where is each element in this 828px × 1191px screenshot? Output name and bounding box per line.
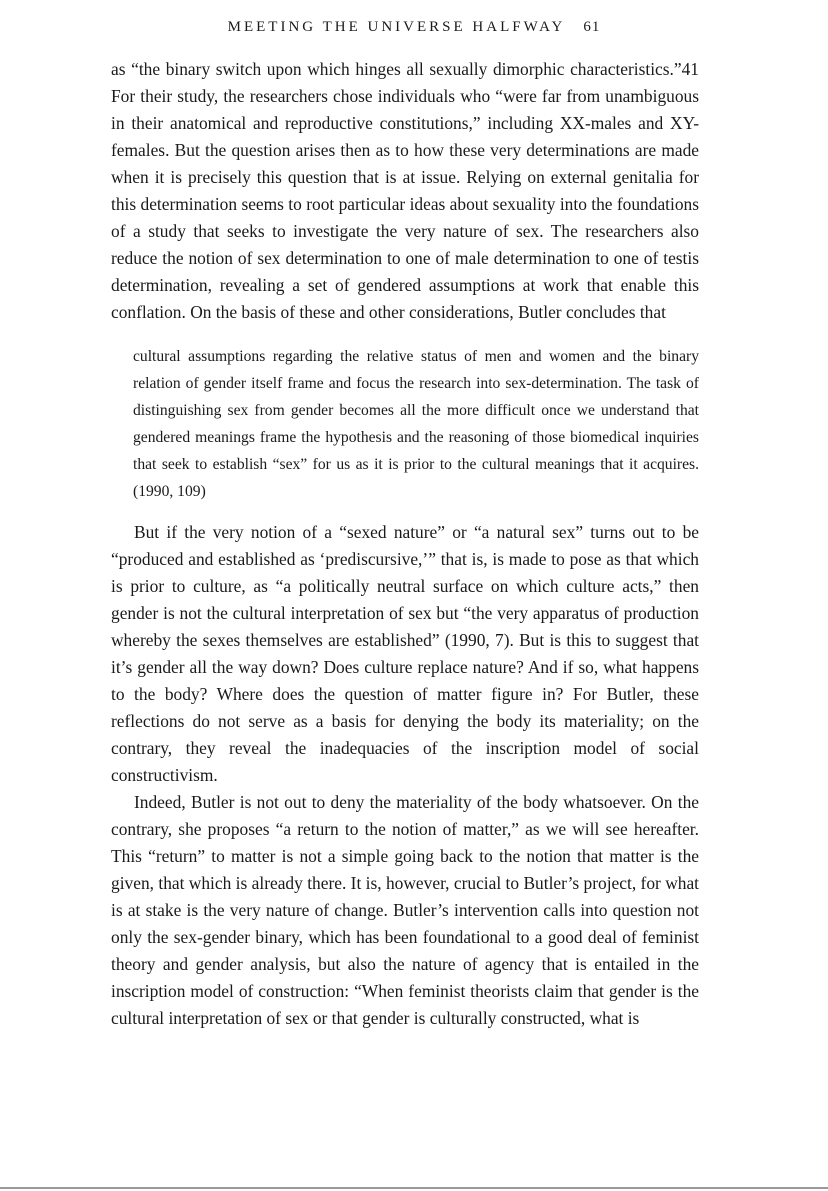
running-header [0, 19, 828, 36]
body-text [111, 56, 699, 1032]
paragraph: Indeed, Butler is not out to deny the materiality of the body whatsoever. On the contrary, she proposes “a return to the notion of matter,” as we will see hereafter. This “return” to matter is not a simple going back to the notion that matter is the given, that which is already there. It is, however, crucial to Butler’s project, for what is at stake is the very nature of change. Butler’s intervention calls into question not only the sex-gender binary, which has been foundational to a good deal of feminist theory and gender analysis, but also the nature of agency that is entailed in the inscription model of construction: “When feminist theorists claim that gender is the cultural interpretation of sex or that gender is culturally constructed, what is [111, 792, 699, 1028]
page-number: 61 [583, 19, 601, 35]
block-quote: cultural assumptions regarding the relative status of men and women and the binary relation of gender itself frame and focus the research into sex-determination. The task of distinguishing sex from gender becomes all the more difficult once we understand that gendered meanings frame the hypothesis and the reasoning of those biomedical inquiries that seek to establish “sex” for us as it is prior to the cultural meanings that it acquires. (1990, 109) [133, 348, 699, 500]
paragraph: But if the very notion of a “sexed nature” or “a natural sex” turns out to be “produced and established as ‘prediscursive,’” that is, is made to pose as that which is prior to culture, as “a politically neutral surface on which culture acts,” then gender is not the cultural interpretation of sex but “the very apparatus of production whereby the sexes themselves are established” (1990, 7). But is this to suggest that it’s gender all the way down? Does culture replace nature? And if so, what happens to the body? Where does the question of matter figure in? For Butler, these reflections do not serve as a basis for denying the body its materiality; on the contrary, they reveal the inadequacies of the inscription model of social constructivism. [111, 522, 699, 785]
bottom-divider [0, 1187, 828, 1189]
paragraph-continued: as “the binary switch upon which hinges all sexually dimorphic characteristics.”41 For their study, the researchers chose individuals who “were far from unambiguous in their anatomical and reproductive constitutions,” including XX-males and XY-females. But the question arises then as to how these very determinations are made when it is precisely this question that is at issue. Relying on external genitalia for this determination seems to root particular ideas about sexuality into the foundations of a study that seeks to investigate the very nature of sex. The researchers also reduce the notion of sex determination to one of male determination to one of testis determination, revealing a set of gendered assumptions at work that enable this conflation. On the basis of these and other considerations, Butler concludes that [111, 59, 699, 322]
running-title: MEETING THE UNIVERSE HALFWAY [227, 19, 566, 35]
